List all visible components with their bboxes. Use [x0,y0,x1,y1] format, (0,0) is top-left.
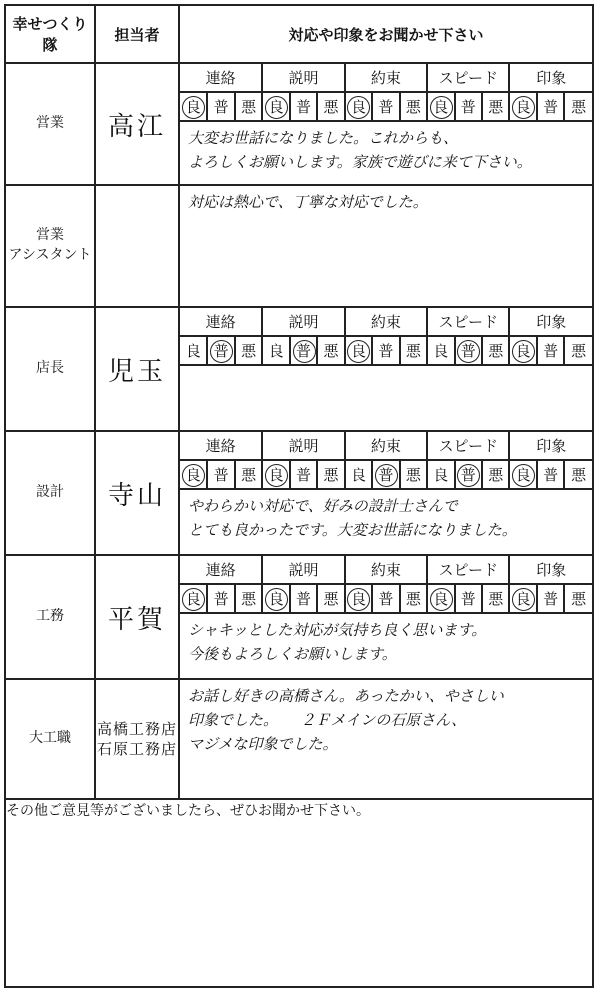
criterion-label: 説明 [262,308,344,336]
grade-label: 悪 [571,466,587,484]
grade-label: 悪 [405,590,421,608]
criterion-label: スピード [427,432,509,460]
grade-label: 普 [296,98,312,116]
grade-label: 普 [296,590,312,608]
grade-option[interactable] [290,584,317,613]
grade-label: 普 [296,342,312,360]
grade-label: 良 [268,342,284,360]
grade-option[interactable] [400,336,427,365]
staff-row-construction [5,555,593,679]
criterion-label: 印象 [509,432,592,460]
criterion-label: 連絡 [180,64,262,92]
role-label: 店長 [5,307,95,431]
staff-name: 寺山 [95,431,179,555]
grade-option[interactable] [235,584,262,613]
selected-circle-mark [182,96,205,119]
criteria-header [180,556,592,584]
grade-label: 悪 [323,590,339,608]
header-team: 幸せつくり隊 [5,5,95,63]
feedback-cell [179,431,593,555]
grade-label: 普 [213,98,229,116]
comment-text: 対応は熱心で、丁寧な対応でした。 [188,193,428,211]
grade-option[interactable] [509,584,536,613]
grade-option[interactable] [317,584,344,613]
grade-label: 普 [543,466,559,484]
selected-circle-mark [512,96,535,119]
grade-option[interactable] [509,460,536,489]
grade-option[interactable] [207,92,234,121]
selected-circle-mark [430,96,453,119]
grade-option[interactable] [262,92,289,121]
criterion-label: 説明 [262,556,344,584]
criterion-label: 連絡 [180,308,262,336]
grade-label: 悪 [323,342,339,360]
grade-label: 悪 [488,466,504,484]
grade-option[interactable] [455,460,482,489]
criterion-label: 印象 [509,308,592,336]
criterion-label: 説明 [262,64,344,92]
grade-label: 普 [460,466,476,484]
grade-option[interactable] [400,92,427,121]
grade-option[interactable] [482,92,509,121]
grade-label: 良 [433,98,449,116]
criterion-label: 約束 [345,308,427,336]
grade-options [180,460,592,489]
selected-circle-mark [293,340,316,363]
criterion-label: スピード [427,64,509,92]
grade-option[interactable] [537,460,564,489]
grade-label: 良 [185,98,201,116]
grade-option[interactable] [345,584,372,613]
criterion-label: スピード [427,556,509,584]
grade-label: 良 [268,466,284,484]
feedback-cell [179,679,593,799]
grade-label: 良 [350,590,366,608]
comment-text: やわらかい対応で、好みの設計士さんで とても良かったです。大変お世話になりました。 [188,497,517,539]
grade-option[interactable] [345,460,372,489]
grade-option[interactable] [427,460,454,489]
role-label: 営業 アシスタント [5,185,95,307]
criterion-label: 約束 [345,432,427,460]
grade-option[interactable] [455,584,482,613]
footer-row [5,799,593,987]
selected-circle-mark [347,588,370,611]
grade-label: 良 [185,590,201,608]
selected-circle-mark [512,464,535,487]
criteria-header [180,432,592,460]
grade-label: 悪 [241,98,257,116]
grade-option[interactable] [290,92,317,121]
grade-option[interactable] [235,460,262,489]
comment-text: 大変お世話になりました。これからも、 よろしくお願いします。家族で遊びに来て下さい。 [188,129,532,171]
criterion-label: 説明 [262,432,344,460]
criterion-label: 印象 [509,64,592,92]
grade-label: 普 [378,590,394,608]
feedback-cell [179,555,593,679]
grade-option[interactable] [400,460,427,489]
grade-option[interactable] [180,336,207,365]
rating-grid [180,64,592,122]
role-label: 設計 [5,431,95,555]
grade-label: 悪 [488,590,504,608]
criteria-header [180,308,592,336]
selected-circle-mark [512,340,535,363]
grade-label: 悪 [405,466,421,484]
grade-option[interactable] [207,336,234,365]
grade-label: 悪 [571,590,587,608]
criterion-label: 印象 [509,556,592,584]
grade-option[interactable] [482,584,509,613]
grade-option[interactable] [482,336,509,365]
staff-name: 平賀 [95,555,179,679]
grade-label: 良 [515,98,531,116]
grade-label: 悪 [241,466,257,484]
grade-label: 普 [543,590,559,608]
grade-option[interactable] [537,584,564,613]
grade-option[interactable] [509,336,536,365]
grade-label: 普 [213,342,229,360]
grade-option[interactable] [372,584,399,613]
grade-label: 普 [460,98,476,116]
grade-label: 普 [213,590,229,608]
selected-circle-mark [457,340,480,363]
grade-option[interactable] [317,92,344,121]
staff-name: 高江 [95,63,179,185]
grade-option[interactable] [235,336,262,365]
header-person: 担当者 [95,5,179,63]
criterion-label: 約束 [345,556,427,584]
staff-row-sales-assistant [5,185,593,307]
grade-option[interactable] [290,336,317,365]
role-label: 営業 [5,63,95,185]
grade-option[interactable] [564,336,592,365]
role-label: 大工職 [5,679,95,799]
staff-row-carpenter [5,679,593,799]
grade-label: 良 [515,342,531,360]
criterion-label: 約束 [345,64,427,92]
grade-option[interactable] [564,584,592,613]
grade-label: 普 [460,342,476,360]
grade-option[interactable] [537,92,564,121]
selected-circle-mark [512,588,535,611]
grade-option[interactable] [207,584,234,613]
rating-grid [180,432,592,490]
selected-circle-mark [457,464,480,487]
header-row [5,5,593,63]
feedback-cell [179,307,593,431]
grade-option[interactable] [564,460,592,489]
grade-label: 悪 [405,98,421,116]
grade-label: 悪 [571,98,587,116]
grade-label: 普 [460,590,476,608]
other-comments-prompt: その他ご意見等がございましたら、ぜひお聞かせ下さい。 [6,803,370,819]
selected-circle-mark [347,340,370,363]
rating-grid [180,308,592,366]
grade-option[interactable] [482,460,509,489]
grade-label: 悪 [323,98,339,116]
grade-option[interactable] [509,92,536,121]
comment-text: シャキッとした対応が気持ち良く思います。 今後もよろしくお願いします。 [188,621,487,663]
grade-option[interactable] [455,92,482,121]
grade-option[interactable] [345,92,372,121]
selected-circle-mark [210,340,233,363]
grade-label: 普 [378,466,394,484]
grade-option[interactable] [235,92,262,121]
selected-circle-mark [182,588,205,611]
grade-option[interactable] [262,460,289,489]
grade-label: 良 [433,342,449,360]
grade-label: 良 [350,342,366,360]
staff-name: 児玉 [95,307,179,431]
criterion-label: 連絡 [180,432,262,460]
grade-option[interactable] [400,584,427,613]
selected-circle-mark [347,96,370,119]
grade-label: 普 [543,98,559,116]
grade-label: 悪 [488,342,504,360]
grade-label: 良 [268,590,284,608]
grade-option[interactable] [427,336,454,365]
grade-option[interactable] [180,92,207,121]
selected-circle-mark [430,588,453,611]
grade-option[interactable] [372,92,399,121]
grade-label: 良 [515,466,531,484]
staff-name: 高橋工務店 石原工務店 [95,679,179,799]
rating-grid [180,556,592,614]
grade-label: 良 [350,466,366,484]
selected-circle-mark [265,588,288,611]
grade-option[interactable] [345,336,372,365]
comment-text [180,366,592,430]
grade-option[interactable] [455,336,482,365]
comment-text: お話し好きの高橋さん。あったかい、やさしい 印象でした。 ２Ｆメインの石原さん、 マジメな印象でした。 [188,687,504,753]
selected-circle-mark [265,96,288,119]
header-feedback: 対応や印象をお聞かせ下さい [179,5,593,63]
grade-label: 悪 [405,342,421,360]
grade-option[interactable] [290,460,317,489]
grade-label: 悪 [241,342,257,360]
grade-option[interactable] [262,584,289,613]
grade-option[interactable] [372,336,399,365]
grade-label: 普 [543,342,559,360]
grade-label: 普 [378,342,394,360]
grade-label: 悪 [571,342,587,360]
grade-option[interactable] [317,460,344,489]
grade-label: 良 [433,466,449,484]
staff-row-manager [5,307,593,431]
survey-table [4,4,594,988]
grade-options [180,336,592,365]
grade-option[interactable] [317,336,344,365]
grade-option[interactable] [180,584,207,613]
staff-row-design [5,431,593,555]
grade-label: 普 [213,466,229,484]
grade-label: 普 [378,98,394,116]
grade-option[interactable] [262,336,289,365]
grade-option[interactable] [537,336,564,365]
feedback-cell [179,63,593,185]
criteria-header [180,64,592,92]
staff-name [95,185,179,307]
grade-option[interactable] [207,460,234,489]
grade-label: 悪 [323,466,339,484]
grade-options [180,584,592,613]
grade-options [180,92,592,121]
grade-label: 良 [185,342,201,360]
criterion-label: スピード [427,308,509,336]
selected-circle-mark [375,464,398,487]
feedback-cell [179,185,593,307]
grade-label: 良 [268,98,284,116]
grade-label: 良 [185,466,201,484]
grade-label: 普 [296,466,312,484]
grade-label: 悪 [488,98,504,116]
grade-option[interactable] [564,92,592,121]
selected-circle-mark [265,464,288,487]
role-label: 工務 [5,555,95,679]
grade-option[interactable] [372,460,399,489]
staff-row-sales [5,63,593,185]
grade-label: 良 [515,590,531,608]
grade-label: 良 [350,98,366,116]
criterion-label: 連絡 [180,556,262,584]
grade-option[interactable] [427,92,454,121]
other-comments-box[interactable] [5,799,593,987]
grade-label: 良 [433,590,449,608]
grade-option[interactable] [427,584,454,613]
grade-label: 悪 [241,590,257,608]
grade-option[interactable] [180,460,207,489]
selected-circle-mark [182,464,205,487]
